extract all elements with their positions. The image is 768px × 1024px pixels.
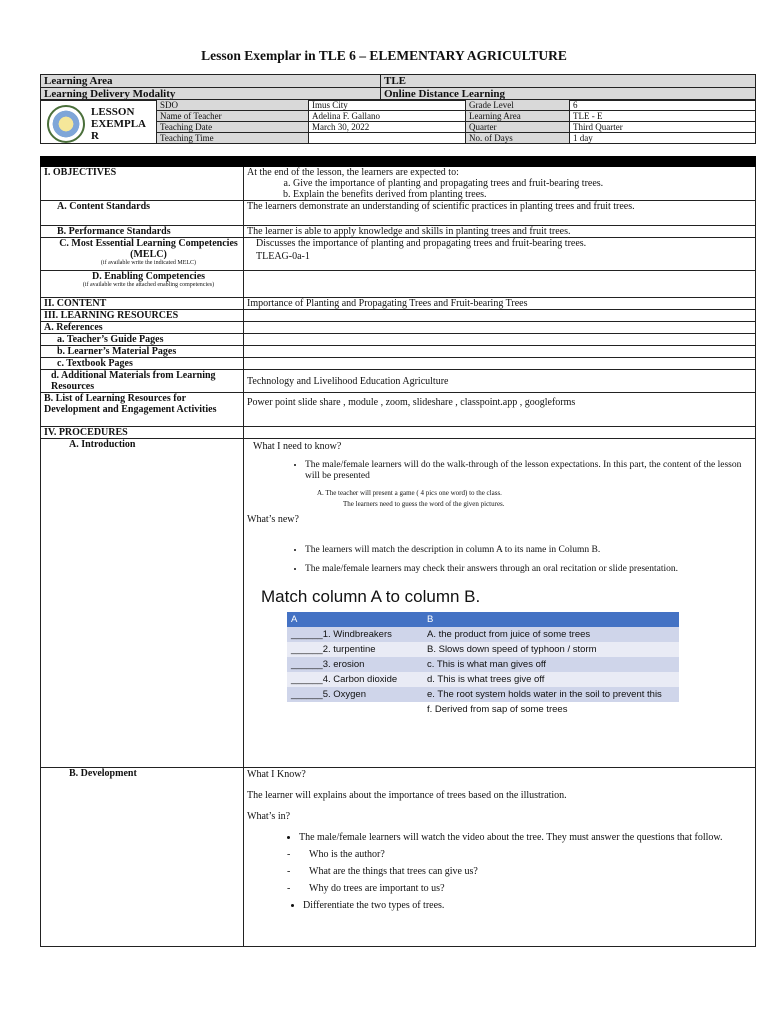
- content-text: Importance of Planting and Propagating Trees and Fruit-bearing Trees: [244, 298, 756, 310]
- match-cell: A. the product from juice of some trees: [423, 627, 679, 642]
- info-label: Learning Area: [466, 111, 570, 122]
- intro-bullet: • The male/female learners will do the walk-through of the lesson expectations. In this part, the content of the lesson will be presented: [305, 460, 752, 482]
- melc-label: C. Most Essential Learning Competencies (MELC): [59, 238, 238, 260]
- question-item: Why do trees are important to us?: [309, 883, 445, 894]
- melc-note: (if available write the indicated MELC): [100, 260, 197, 266]
- question-item: Who is the author?: [309, 849, 385, 860]
- match-cell: e. The root system holds water in the soil to prevent this: [423, 687, 679, 702]
- learning-resources-list-label: B. List of Learning Resources for Development and Engagement Activities: [41, 393, 244, 427]
- what-i-know-text: The learner will explains about the importance of trees based on the illustration.: [247, 790, 567, 801]
- enabling-note: (if available write the attached enabling competencies): [82, 282, 215, 288]
- deped-seal-icon: [47, 105, 85, 143]
- content-standards-label: A. Content Standards: [41, 201, 244, 226]
- whats-in-bullet: • The male/female learners will watch the video about the tree. They must answer the questions that follow.: [299, 832, 752, 843]
- info-value: [309, 133, 466, 144]
- introduction-label: A. Introduction: [41, 439, 244, 768]
- melc-code: TLEAG-0a-1: [256, 251, 310, 262]
- additional-materials-label: d. Additional Materials from Learning Resources: [41, 370, 244, 393]
- resources-label: III. LEARNING RESOURCES: [41, 310, 244, 322]
- differentiate-bullet: • Differentiate the two types of trees.: [303, 900, 752, 911]
- match-cell: d. This is what trees give off: [423, 672, 679, 687]
- objectives-intro: At the end of the lesson, the learners are expected to:: [247, 167, 459, 178]
- match-cell: [287, 702, 423, 717]
- content-label: II. CONTENT: [41, 298, 244, 310]
- game-text: The learners need to guess the word of the given pictures.: [343, 500, 505, 508]
- info-value: TLE - E: [570, 111, 756, 122]
- whats-new-list: [247, 545, 752, 575]
- modality-label: Learning Delivery Modality: [41, 88, 381, 101]
- modality-value: Online Distance Learning: [381, 88, 756, 101]
- whats-in-label: What’s in?: [247, 811, 291, 822]
- enabling-label: D. Enabling Competencies: [91, 271, 206, 282]
- objectives-label: I. OBJECTIVES: [41, 167, 244, 201]
- performance-standards-label: B. Performance Standards: [41, 226, 244, 238]
- references-label: A. References: [41, 322, 244, 334]
- whats-in-list: [247, 832, 752, 843]
- intro-list: [247, 460, 752, 482]
- info-value: Adelina F. Gallano: [309, 111, 466, 122]
- info-value: 6: [570, 100, 756, 111]
- development-label: B. Development: [41, 768, 244, 947]
- match-cell: ______4. Carbon dioxide: [287, 672, 423, 687]
- melc-text: Discusses the importance of planting and propagating trees and fruit-bearing trees.: [256, 238, 587, 249]
- introduction-row: [41, 439, 756, 768]
- question-item: What are the things that trees can give us?: [309, 866, 478, 877]
- development-row: B. Development What I Know? The learner will explains about the importance of trees based on the illustration. What’s in? • The male/female learners will watch the video about the tree. They must answer the questions that follow. - Who is the author? - What are the things that trees can give us? - Why do trees are important to us? • Differentiate the two types of trees.: [41, 768, 756, 947]
- whats-new-bullet: • The learners will match the description in column A to its name in Column B.: [305, 545, 752, 556]
- teachers-guide-label: a. Teacher’s Guide Pages: [41, 334, 244, 346]
- match-cell: ______2. turpentine: [287, 642, 423, 657]
- whats-new-label: What’s new?: [247, 514, 299, 525]
- objective-item: b. Explain the benefits derived from planting trees.: [293, 189, 752, 200]
- match-title: Match column A to column B.: [261, 587, 481, 606]
- textbook-label: c. Textbook Pages: [41, 358, 244, 370]
- match-cell: ______5. Oxygen: [287, 687, 423, 702]
- match-cell: B. Slows down speed of typhoon / storm: [423, 642, 679, 657]
- lesson-exemplar-label: LESSON EXEMPLA R: [91, 105, 146, 142]
- info-label: Teaching Time: [157, 133, 309, 144]
- page-title: Lesson Exemplar in TLE 6 – ELEMENTARY AGRICULTURE: [201, 48, 567, 63]
- objectives-row: [41, 167, 756, 201]
- info-label: SDO: [157, 100, 309, 111]
- match-table: [287, 612, 679, 717]
- learners-material-label: b. Learner’s Material Pages: [41, 346, 244, 358]
- performance-standards-text: The learner is able to apply knowledge and skills in planting trees and fruit trees.: [244, 226, 756, 238]
- info-table: [40, 99, 756, 144]
- differentiate-list: [247, 900, 752, 911]
- game-text: A. The teacher will present a game ( 4 pics one word) to the class.: [317, 489, 502, 497]
- info-value: Third Quarter: [570, 122, 756, 133]
- info-label: Quarter: [466, 122, 570, 133]
- intro-question: What I need to know?: [253, 441, 342, 452]
- match-cell: ______1. Windbreakers: [287, 627, 423, 642]
- lesson-exemplar-cell: [41, 100, 157, 144]
- info-label: Name of Teacher: [157, 111, 309, 122]
- lesson-table: [40, 156, 756, 947]
- header-table: [40, 74, 756, 101]
- whats-new-bullet: • The male/female learners may check their answers through an oral recitation or slide presentation.: [305, 564, 752, 575]
- learning-resources-list-value: Power point slide share , module , zoom, slideshare , classpoint.app , googleforms: [244, 393, 756, 427]
- info-label: Teaching Date: [157, 122, 309, 133]
- info-label: Grade Level: [466, 100, 570, 111]
- info-label: No. of Days: [466, 133, 570, 144]
- objective-item: a. Give the importance of planting and propagating trees and fruit-bearing trees.: [293, 178, 752, 189]
- match-header-b: B: [423, 612, 679, 627]
- info-value: 1 day: [570, 133, 756, 144]
- additional-materials-value: Technology and Livelihood Education Agriculture: [244, 370, 756, 393]
- info-value: March 30, 2022: [309, 122, 466, 133]
- info-value: Imus City: [309, 100, 466, 111]
- match-cell: f. Derived from sap of some trees: [423, 702, 679, 717]
- what-i-know-label: What I Know?: [247, 769, 306, 780]
- learning-area-value: TLE: [381, 75, 756, 88]
- learning-area-label: Learning Area: [41, 75, 381, 88]
- match-cell: c. This is what man gives off: [423, 657, 679, 672]
- content-standards-text: The learners demonstrate an understanding of scientific practices in planting trees and fruit trees.: [244, 201, 756, 226]
- objectives-list: [247, 178, 752, 200]
- procedures-label: IV. PROCEDURES: [41, 427, 244, 439]
- match-header-a: A: [287, 612, 423, 627]
- match-cell: ______3. erosion: [287, 657, 423, 672]
